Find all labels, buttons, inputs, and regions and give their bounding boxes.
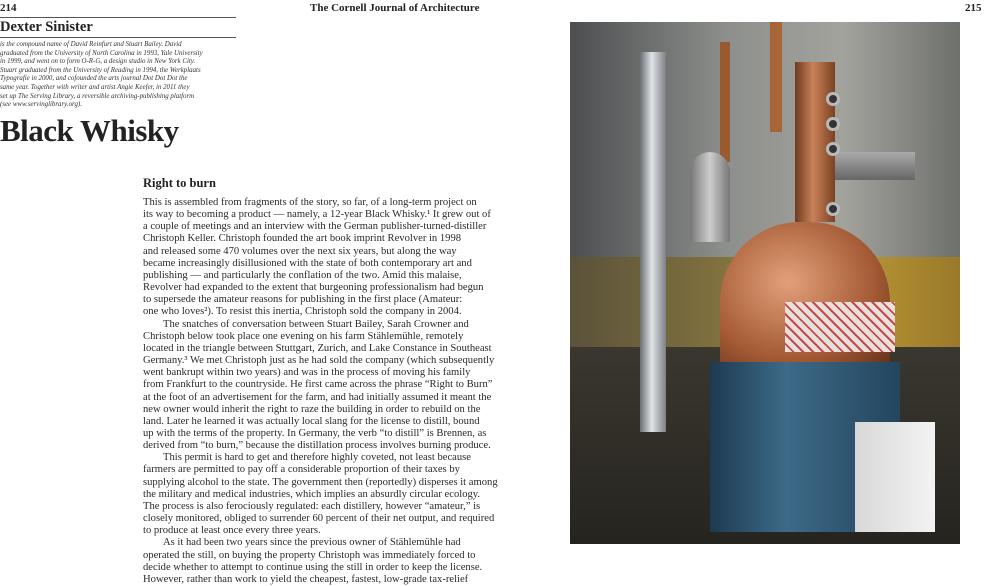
bio-line: Typografie in 2000, and cofounded the arts journal Dot Dot Dot the — [0, 75, 188, 83]
journal-title: The Cornell Journal of Architecture — [310, 2, 480, 14]
body-line: Christoph Keller. Christoph founded the art book imprint Revolver in 1998 — [143, 233, 462, 245]
body-line: derived from “to burn,” because the distillation process involves burning produce. — [143, 440, 491, 452]
bio-line: set up The Serving Library, a reversible archiving-publishing platform — [0, 92, 195, 100]
body-line: Revolver had expanded to the extent that burgeoning professionalism had begun — [143, 282, 484, 294]
page-number-right: 215 — [965, 2, 982, 14]
bio-line: graduated from the University of North Carolina in 1993, Yale University — [0, 49, 203, 57]
rule-bottom — [0, 37, 236, 38]
body-line: The snatches of conversation between Stuart Bailey, Sarah Crowner and — [163, 318, 469, 330]
bio-line: same year. Together with writer and artist Angie Keefer, in 2011 they — [0, 83, 190, 91]
body-line: to produce at least once every three years. — [143, 525, 321, 537]
body-line: operated the still, on buying the property Christoph was immediately forced to — [143, 549, 476, 561]
body-line: went bankrupt within two years) and was in the process of moving his family — [143, 367, 471, 379]
page-number-left: 214 — [0, 2, 17, 14]
body-line: became increasingly disillusioned with the state of both contemporary art and — [143, 257, 472, 269]
body-line: to supersede the amateur reasons for publishing in the first place (Amateur: — [143, 294, 463, 306]
body-line: The process is also ferociously regulated: each distillery, however “amateur,” is — [143, 500, 481, 512]
body-line: Christoph below took place one evening on his farm Stählemühle, remotely — [143, 330, 464, 342]
body-line: its way to becoming a product — namely, a 12-year Black Whisky.¹ It grew out of — [143, 209, 491, 221]
article-body — [143, 197, 498, 586]
bio-line: is the compound name of David Reinfurt and Stuart Bailey. David — [0, 41, 182, 48]
body-line: However, rather than work to yield the cheapest, fastest, low-grade tax-relief — [143, 573, 469, 585]
body-line: This permit is hard to get and therefore highly coveted, not least because — [163, 452, 471, 464]
body-line: from Frankfurt to the countryside. He first came across the phrase “Right to Burn” — [143, 379, 493, 391]
body-line: This is assembled from fragments of the story, so far, of a long-term project on — [143, 197, 477, 208]
body-line: Germany.³ We met Christoph just as he had sold the company (which subsequently — [143, 355, 495, 367]
section-heading: Right to burn — [143, 176, 216, 190]
bio-line: Stuart graduated from the University of Reading in 1994, the Werkplaats — [0, 66, 201, 74]
bio-line: (see www.servinglibrary.org). — [0, 101, 82, 109]
body-line: land. Later he learned it was actually local slang for the license to distill, bound — [143, 415, 480, 427]
still-photograph — [570, 22, 960, 544]
author-bio — [0, 41, 240, 110]
body-line: farmers are permitted to pay off a considerable proportion of their taxes by — [143, 464, 460, 476]
body-line: supplying alcohol to the state. The government then (reportedly) disperses it among — [143, 476, 498, 488]
body-line: closely monitored, obliged to surrender 60 percent of their net output, and required — [143, 513, 495, 525]
body-line: publishing — and particularly the conflation of the two. Amid this malaise, — [143, 269, 462, 281]
rule-top — [0, 17, 236, 18]
body-line: decide whether to attempt to continue using the still in order to keep the license. — [143, 561, 483, 573]
body-line: and released some 470 volumes over the next six years, but along the way — [143, 245, 457, 257]
body-line: a couple of meetings and an interview with the German publisher-turned-distiller — [143, 221, 487, 233]
author-name: Dexter Sinister — [0, 19, 93, 35]
article-title: Black Whisky — [0, 113, 179, 148]
body-line: the military and medical industries, which implies an absurdly circular ecology. — [143, 488, 481, 500]
body-line: up with the terms of the property. In Germany, the verb “to distill” is Brennen, as — [143, 427, 487, 439]
body-line: one who loves²). To resist this inertia, Christoph sold the company in 2004. — [143, 306, 462, 318]
body-line: new owner would inherit the right to raze the building in order to rebuild on the — [143, 403, 481, 415]
body-line: As it had been two years since the previous owner of Stählemühle had — [163, 537, 461, 549]
bio-line: in 1999, and went on to form O-R-G, a design studio in New York City. — [0, 58, 196, 66]
body-line: at the foot of an advertisement for the farm, and had initially assumed it meant the — [143, 391, 492, 403]
body-line: located in the triangle between Stuttgart, Zurich, and Lake Constance in Southeast — [143, 342, 492, 354]
